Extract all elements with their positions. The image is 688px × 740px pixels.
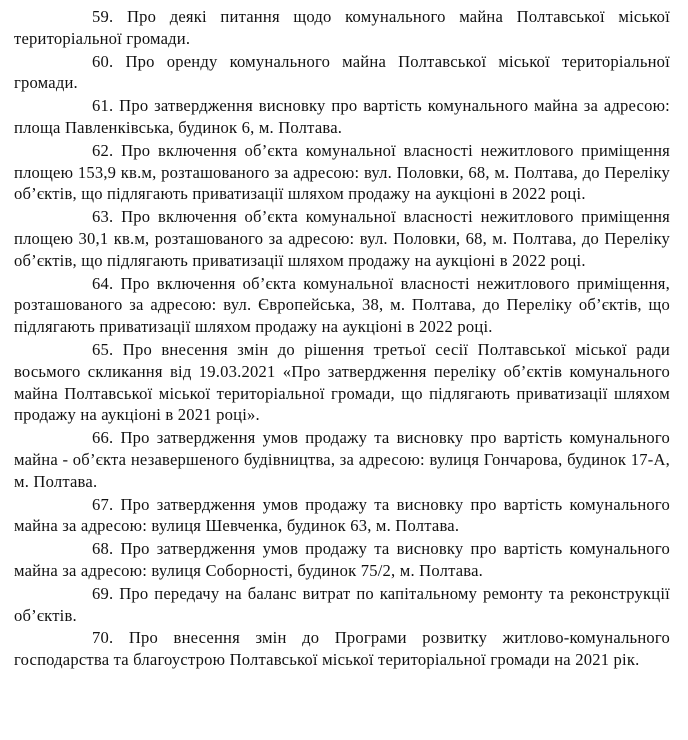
agenda-item-62	[14, 140, 670, 205]
agenda-item-69	[14, 583, 670, 627]
item-number: 62.	[92, 140, 114, 160]
item-number: 68.	[92, 539, 114, 559]
item-text: Про затвердження висновку про вартість комунального майна за адресою: площа Павленківська, будинок 6, м. Полтава.	[14, 96, 670, 137]
item-number: 59.	[92, 7, 114, 26]
item-text: Про затвердження умов продажу та висновку про вартість комунального майна за адресою: вулиця Шевченка, будинок 63, м. Полтава.	[14, 494, 670, 536]
item-text: Про затвердження умов продажу та висновку про вартість комунального майна - об’єкта незавершеного будівництва, за адресою: вулиця Гончарова, будинок 17-А, м. Полтава.	[14, 428, 670, 491]
agenda-item-70	[14, 627, 670, 671]
item-number: 67.	[92, 494, 114, 514]
agenda-item-66	[14, 427, 670, 492]
item-number: 69.	[92, 583, 114, 603]
item-text: Про включення об’єкта комунальної власності нежитлового приміщення площею 153,9 кв.м, розташованого за адресою: вул. Половки, 68, м. Полтава, до Переліку об’єктів, що підлягають приватизації шляхом продажу на аукціоні в 2022 році.	[14, 140, 670, 204]
item-text: Про включення об’єкта комунальної власності нежитлового приміщення, розташованого за адресою: вул. Європейська, 38, м. Полтава, до Переліку об’єктів, що підлягають приватизації шляхом продажу на аукціоні в 2022 році.	[14, 273, 670, 337]
agenda-item-59	[14, 6, 670, 50]
item-text: Про деякі питання щодо комунального майна Полтавської міської територіальної громади.	[14, 7, 670, 48]
document-page	[14, 6, 670, 672]
item-number: 66.	[92, 428, 114, 448]
item-text: Про включення об’єкта комунальної власності нежитлового приміщення площею 30,1 кв.м, розташованого за адресою: вул. Половки, 68, м. Полтава, до Переліку об’єктів, що підлягають приватизації шляхом продажу на аукціоні в 2022 році.	[14, 207, 670, 270]
item-number: 70.	[92, 628, 114, 648]
item-number: 63.	[92, 207, 114, 227]
agenda-item-64	[14, 273, 670, 338]
item-text: Про передачу на баланс витрат по капітальному ремонту та реконструкції об’єктів.	[14, 583, 670, 625]
item-number: 64.	[92, 273, 114, 293]
item-text: Про оренду комунального майна Полтавської міської територіальної громади.	[14, 51, 670, 93]
item-text: Про внесення змін до Програми розвитку житлово-комунального господарства та благоустрою Полтавської міської територіальної громади на 2021 рік.	[14, 628, 670, 670]
item-number: 65.	[92, 339, 114, 359]
agenda-item-63	[14, 206, 670, 271]
agenda-item-60	[14, 51, 670, 95]
item-number: 60.	[92, 51, 114, 71]
agenda-item-68	[14, 538, 670, 582]
item-number: 61.	[92, 96, 114, 116]
item-text: Про затвердження умов продажу та висновку про вартість комунального майна за адресою: вулиця Соборності, будинок 75/2, м. Полтава.	[14, 539, 670, 580]
agenda-item-61	[14, 95, 670, 139]
agenda-item-65	[14, 339, 670, 426]
item-text: Про внесення змін до рішення третьої сесії Полтавської міської ради восьмого скликання від 19.03.2021 «Про затвердження переліку об’єктів комунального майна Полтавської міської територіальної громади, що підлягають приватизації шляхом продажу на аукціоні в 2021 році».	[14, 339, 670, 425]
agenda-item-67	[14, 494, 670, 538]
